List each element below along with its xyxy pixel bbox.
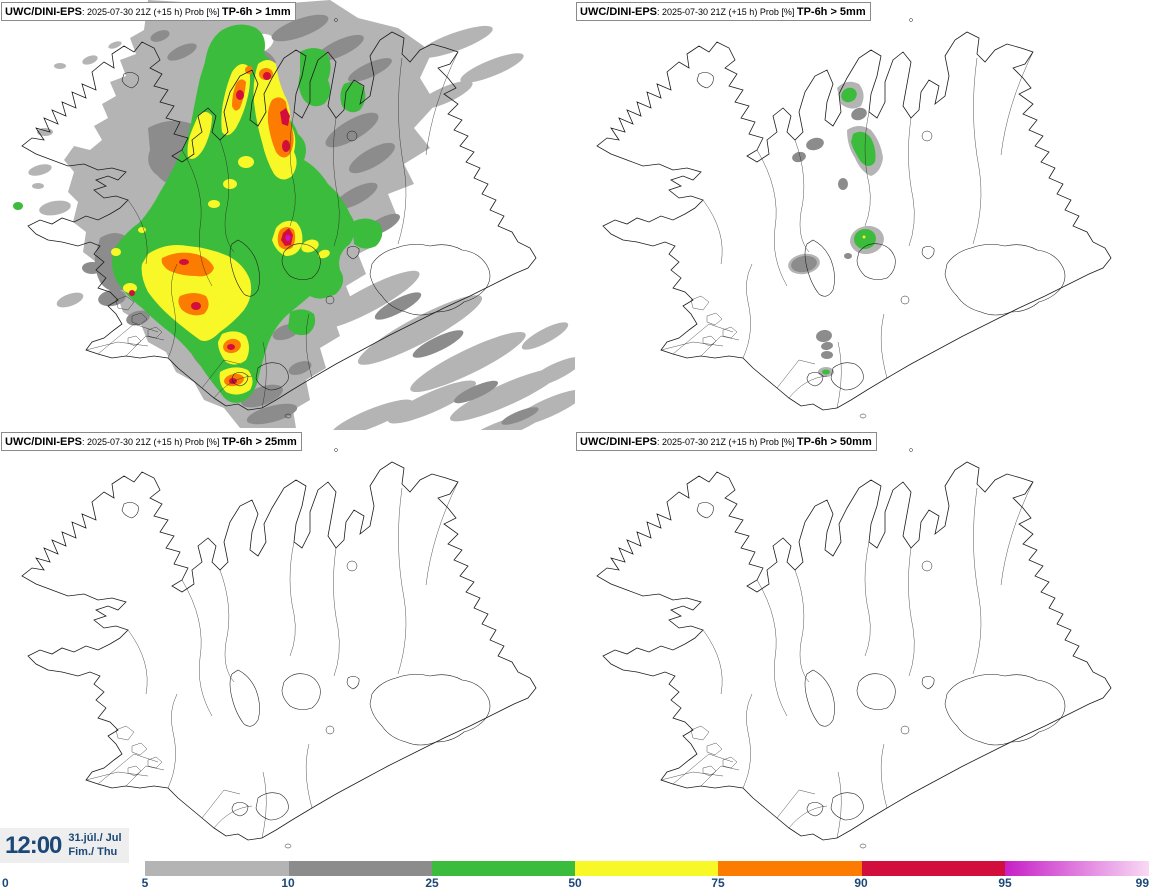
panel-title <box>576 432 877 451</box>
panel-title <box>1 2 296 21</box>
valid-date-line1: 31.júl./ Jul <box>68 832 122 845</box>
colorbar-tick: 75 <box>711 876 725 890</box>
product-name: UWC/DINI-EPS <box>580 436 657 448</box>
colorbar-tick: 10 <box>281 876 295 890</box>
colorbar-segment <box>2 861 146 876</box>
colorbar-segment <box>1005 861 1149 876</box>
colorbar-tick: 25 <box>425 876 439 890</box>
product-name: UWC/DINI-EPS <box>5 6 82 18</box>
threshold-label: TP-6h > 5mm <box>796 6 866 18</box>
panel-prob-tp6h-gt-1mm <box>0 0 575 430</box>
iceland-map <box>575 430 1150 860</box>
product-name: UWC/DINI-EPS <box>5 436 82 448</box>
panel-prob-tp6h-gt-50mm <box>575 430 1150 860</box>
threshold-label: TP-6h > 25mm <box>221 436 297 448</box>
colorbar-segments <box>2 861 1148 876</box>
colorbar-segment <box>862 861 1006 876</box>
colorbar-segment <box>145 861 289 876</box>
panel-title <box>1 432 302 451</box>
colorbar-tick: 50 <box>568 876 582 890</box>
run-meta: : 2025-07-30 21Z (+15 h) Prob [%] <box>82 437 222 447</box>
threshold-label: TP-6h > 1mm <box>221 6 291 18</box>
precip-probability-shading <box>13 0 575 430</box>
panel-prob-tp6h-gt-5mm <box>575 0 1150 430</box>
probability-colorbar <box>0 861 1150 891</box>
colorbar-segment <box>432 861 576 876</box>
run-meta: : 2025-07-30 21Z (+15 h) Prob [%] <box>657 437 797 447</box>
product-name: UWC/DINI-EPS <box>580 6 657 18</box>
iceland-basemap <box>597 19 1111 419</box>
colorbar-tick: 99 <box>1135 876 1149 890</box>
threshold-label: TP-6h > 50mm <box>796 436 872 448</box>
colorbar-segment <box>289 861 433 876</box>
colorbar-ticks <box>0 876 1150 891</box>
iceland-map <box>0 430 575 860</box>
iceland-map <box>0 0 575 430</box>
valid-date-line2: Fim./ Thu <box>68 845 118 858</box>
colorbar-segment <box>718 861 862 876</box>
colorbar-segment <box>575 861 719 876</box>
run-meta: : 2025-07-30 21Z (+15 h) Prob [%] <box>657 7 797 17</box>
run-meta: : 2025-07-30 21Z (+15 h) Prob [%] <box>82 7 222 17</box>
valid-date <box>68 832 121 858</box>
colorbar-tick: 5 <box>141 876 149 890</box>
iceland-basemap <box>22 449 536 849</box>
colorbar-tick: 90 <box>854 876 868 890</box>
shade-prob-95-99 <box>286 235 291 241</box>
valid-time-box <box>0 828 129 863</box>
valid-time: 12:00 <box>5 831 62 859</box>
colorbar-tick: 0 <box>2 876 9 890</box>
panel-title <box>576 2 871 21</box>
iceland-basemap <box>597 449 1111 849</box>
colorbar-tick: 95 <box>998 876 1012 890</box>
panel-prob-tp6h-gt-25mm <box>0 430 575 860</box>
iceland-map <box>575 0 1150 430</box>
shade-prob-50-75 <box>863 236 866 239</box>
